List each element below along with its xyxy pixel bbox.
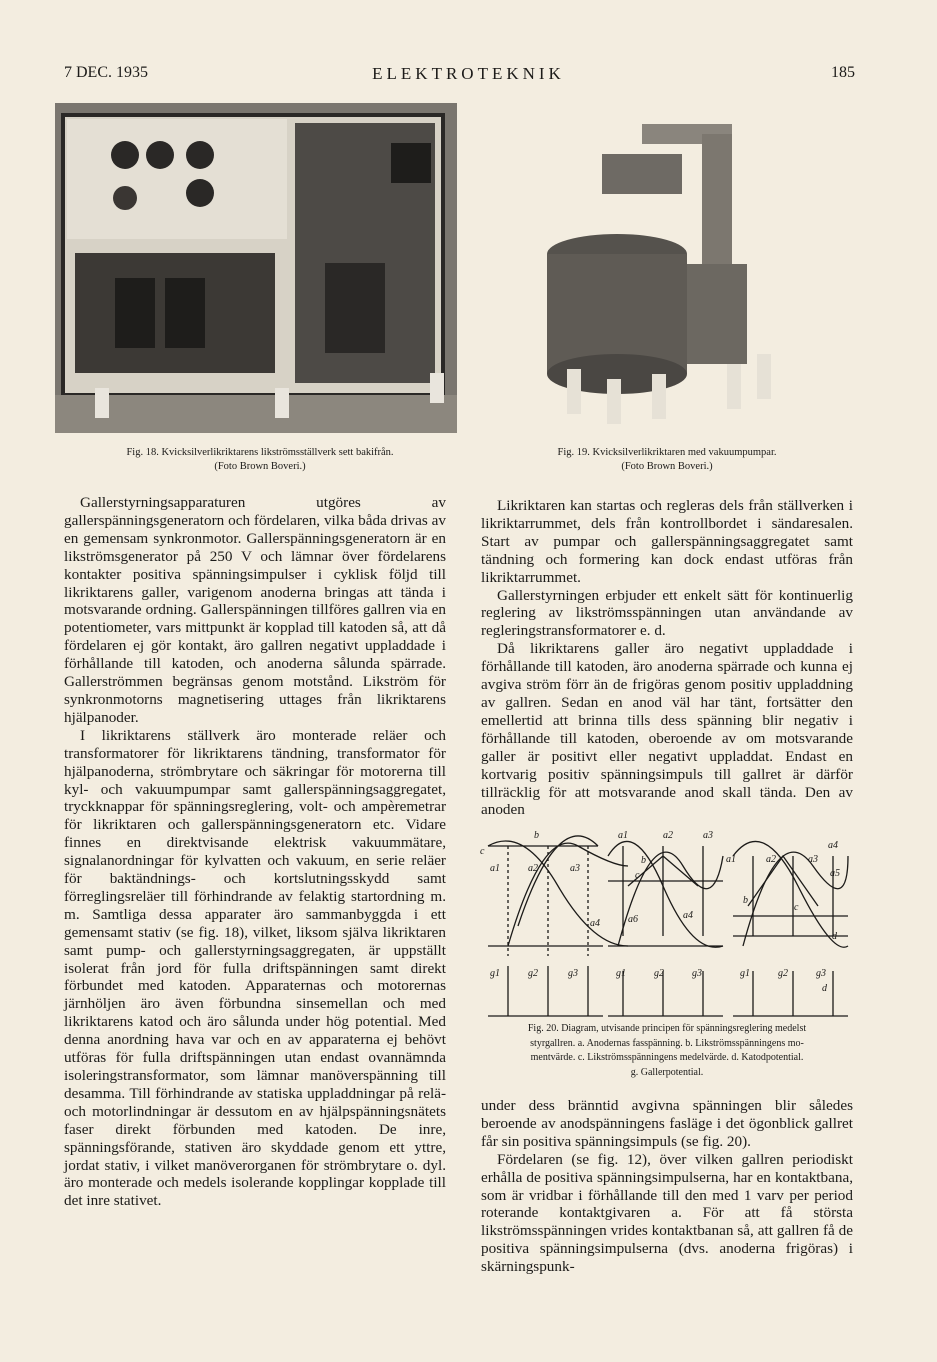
label-a2: a2 <box>766 854 776 865</box>
label-a4: a4 <box>828 840 838 851</box>
wave-a1 <box>488 841 628 946</box>
label-a2: a2 <box>663 830 673 841</box>
label-g1: g1 <box>616 968 626 979</box>
right-column-top <box>481 497 853 819</box>
paragraph: I likriktarens ställverk äro monterade reläer och transformatorer för likriktarens tändning, transformator för hjälpanoderna, strömbrytare och säkringar för motorerna till kyl- och vakuumpumpar samt gallerspänningsaggregatet, tryckknappar för spänningsreglering, volt- och ampèremetrar för likriktaren och gallerspänningsgeneratorn etc. Vidare finnes en direktvisande elektrisk vakuummätare, signalanordningar för kylvatten och vakuum, en serie reläer för baktändnings- och kortslutningsskydd samt förreglingsreläer till förhindrande av felaktig startordning m. m. Samtliga dessa apparater äro sammanbyggda i ett gemensamt stativ (se fig. 18), vilket, liksom själva likriktaren samt pump- och gallerstyrningsaggregaten, är uppställt isolerat från jord för fulla driftspänningen samt direkt förbundet med katoden. Apparaternas och motorernas järnhöljen äro även förbundna sinsemellan och med likriktarens katod och äro sålunda under hög potential. Med denna anordning hava var och en av apparaterna ej behövt utföras för fulla driftspänningen utan endast ovannämnda isoleringstransformator, som lämnar manöverspänning till desamma. Till förhindrande av statiska uppladdningar på relä- och motorlindningar är dessutom en av hjälpspänningsnätets faser direkt förbunden med katoden. De inre, spänningsförande, stativen äro skyddade genom ett yttre, jordat stativ, i vilket manöverorganen för strömbrytare o. dyl. äro monterade och medels isolerande kopplingar kopplade till det inre stativet. <box>64 726 446 1210</box>
paragraph: under dess bränntid avgivna spänningen blir således beroende av anodspänningens fasläge i det ögonblick gallret får sin positiva spänningsimpuls (se fig. 20). <box>481 1097 853 1150</box>
fig20-diagram <box>478 826 854 1022</box>
label-g1: g1 <box>490 968 500 979</box>
label-a3: a3 <box>570 863 580 874</box>
fig19-photo <box>532 114 778 434</box>
wave-a2 <box>618 852 723 946</box>
switchgear-illustration <box>55 103 457 433</box>
label-b: b <box>534 830 539 841</box>
label-g3: g3 <box>816 968 826 979</box>
label-g2: g2 <box>778 968 788 979</box>
right-column-bottom <box>481 1097 853 1276</box>
journal-title: ELEKTROTEKNIK <box>372 64 565 83</box>
label-a5: a5 <box>830 868 840 879</box>
label-d: d <box>822 983 827 994</box>
page-header <box>0 60 937 90</box>
label-c: c <box>635 870 640 881</box>
label-c: c <box>794 902 799 913</box>
fig19-caption: Fig. 19. Kvicksilverlikriktaren med vakuumpumpar. (Foto Brown Boveri.) <box>557 447 777 472</box>
label-g3: g3 <box>568 968 578 979</box>
label-a6: a6 <box>628 914 638 925</box>
label-g2: g2 <box>528 968 538 979</box>
fig20-caption: Fig. 20. Diagram, utvisande principen för spänningsreglering medelst styrgallren. a. Anodernas fasspänning. b. Likströmsspänningens mo- mentvärde. c. Likströmsspänningens medelvärde. d. Katodpotential. g. Gallerpotential. <box>527 1023 807 1078</box>
label-a2: a2 <box>528 863 538 874</box>
label-d: d <box>832 931 837 942</box>
label-a1: a1 <box>726 854 736 865</box>
paragraph: Fördelaren (se fig. 12), över vilken gallren periodiskt erhålla de positiva spänningsimpulserna, har en kontaktbana, som är vridbar i förhållande till den med 1 varv per period roterande kontaktgivaren a. För att få största likströmsspänningen vrides kontaktbanan så, att gallren få de positiva spänningsimpulserna (dvs. anoderna frigöras) i skärningspunk- <box>481 1150 853 1276</box>
wave-a2 <box>508 843 628 946</box>
label-a1: a1 <box>490 863 500 874</box>
panel-2 <box>608 841 723 1016</box>
fig18-photo <box>55 103 457 433</box>
label-a4: a4 <box>590 918 600 929</box>
rectifier-illustration <box>532 114 778 434</box>
label-g1: g1 <box>740 968 750 979</box>
left-column <box>64 494 446 1210</box>
paragraph: Likriktaren kan startas och regleras dels från ställverken i likriktarrummet, dels från kontrollbordet i sändaresalen. Start av pumpar och gallerspänningsaggregatet samt tändning och formering kan dock endast utföras från likriktarrummet. <box>481 497 853 586</box>
label-g3: g3 <box>692 968 702 979</box>
fig18-caption: Fig. 18. Kvicksilverlikriktarens likströmsställverk sett bakifrån. (Foto Brown Boveri.) <box>126 447 394 472</box>
issue-date: 7 DEC. 1935 <box>64 64 148 81</box>
wave-a1 <box>733 841 848 947</box>
paragraph: Gallerstyrningen erbjuder ett enkelt sätt för kontinuerlig reglering av likströmsspänningen utan användande av regleringstransformatorer e. d. <box>481 586 853 640</box>
label-c: c <box>480 846 485 857</box>
label-a3: a3 <box>808 854 818 865</box>
label-a4: a4 <box>683 910 693 921</box>
panel-1 <box>488 836 628 1016</box>
paragraph: Gallerstyrningsapparaturen utgöres av gallerspänningsgeneratorn och fördelaren, vilka båda drivas av en gemensam synkronmotor. Gallerspänningsgeneratorn är en likströmsgenerator på 250 V och lämnar över fördelarens kontakter positiva spänningsimpulser i cyklisk följd till likriktarens galler, varigenom anoderna bringas att tända i motsvarande ordning. Gallerspänningen tillföres gallren via en potentiometer, vars mittpunkt är kopplad till katoden så, att då fördelaren ej gör kontakt, äro gallren negativt uppladdade i förhållande till katoden, och anoderna sålunda spärrade. Gallerströmmen begränsas genom motstånd. Likström för synkronmotorns magnetisering uttages från likriktarens hjälpanoder. <box>64 494 446 726</box>
label-a1: a1 <box>618 830 628 841</box>
label-b: b <box>641 855 646 866</box>
paragraph: Då likriktarens galler äro negativt uppladdade i förhållande till katoden, äro anoderna spärrade och kunna ej avgiva ström förr än de frigöras genom positiv uppladdning av gallren. Sedan en anod väl har tänt, fortsätter den emellertid att brinna tills dess spänning blir negativ i förhållande till katoden, oberoende av om motsvarande galler är positivt eller negativt uppladdat. Endast en kortvarig positiv spänningsimpuls till gallret är därför tillräcklig för att motsvarande anod skall tända. Den av anoden <box>481 640 853 819</box>
page-number: 185 <box>831 64 855 81</box>
label-b: b <box>743 895 748 906</box>
label-g2: g2 <box>654 968 664 979</box>
label-a3: a3 <box>703 830 713 841</box>
dividers <box>753 856 833 936</box>
wave-a3 <box>518 836 598 926</box>
